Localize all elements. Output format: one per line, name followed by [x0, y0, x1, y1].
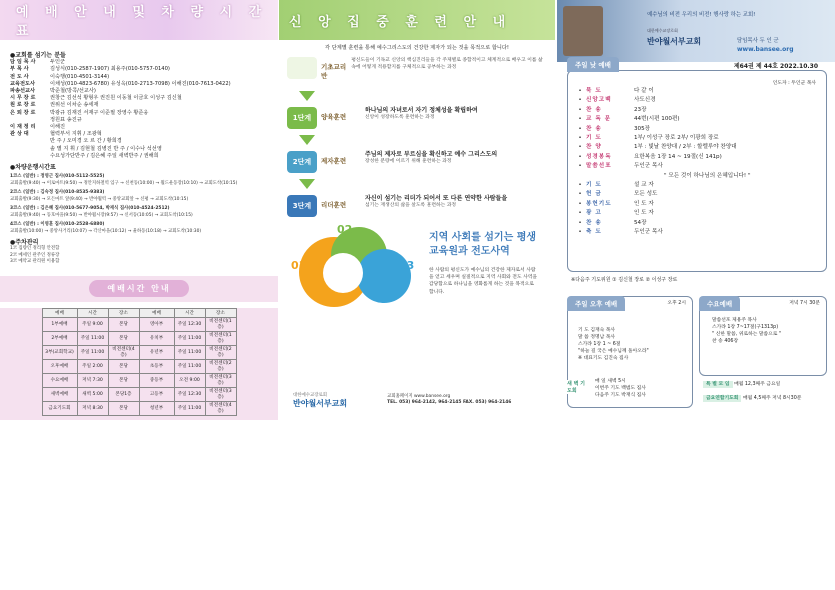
table-header-cell: 시간 [77, 308, 108, 317]
staff-row [10, 131, 268, 138]
panel2-subtitle: 각 단계별 훈련을 통해 예수그리스도의 건강한 제자가 되는 것을 목적으로 합니다! [325, 45, 509, 51]
notice-item: 3코 예약교 관리원 이용함 [10, 259, 60, 265]
friday-line: 매월 4,5째주 저녁 8시30분 [742, 396, 802, 401]
staff-role: 교육전도사 [10, 80, 36, 87]
circle-label-3: 03 [399, 259, 415, 272]
table-cell: 비전센터(4층) [205, 401, 236, 415]
stage-name: 리더훈련 [321, 201, 347, 209]
wednesday-tab: 수요예배 [699, 296, 740, 311]
order-row [574, 162, 820, 171]
order-value: 54장 [634, 219, 647, 226]
table-header-cell: 시간 [174, 308, 205, 317]
bulletin-website: www.bansee.org [737, 46, 794, 53]
order-value: 모든 성도 [634, 191, 658, 198]
order-value: 인 도 자 [634, 210, 654, 217]
order-value: 두인군 목사 [634, 163, 663, 170]
table-row [42, 359, 236, 373]
table-cell: 본당1층 [108, 387, 139, 401]
church-photo [563, 6, 603, 56]
afternoon-time: 오후 2시 [667, 301, 686, 306]
order-bullet: • [578, 200, 582, 207]
table-cell: 비전센터(3층) [205, 373, 236, 387]
sunday-leader: 인도자 : 두인군 목사 [772, 81, 816, 86]
table-cell: 주일 11:00 [174, 359, 205, 373]
route-text: 교회출발(9:40) → 이로마트(9:50) → 정안지하철역 입구 → 신천동(10:00) → 월드운동장(10:10) → 교회도착(10:15) [10, 180, 238, 186]
worship-table-body [42, 317, 236, 415]
order-value: 44번(시편 100편) [634, 116, 680, 123]
text-line: " 신한 말씀, 위로하는 말씀으로 " [712, 332, 782, 337]
order-value: " 모든 것이 하나님의 은혜입니다! " [664, 172, 751, 179]
sunday-tab: 주일 낮 예배 [567, 57, 619, 72]
order-label: 신앙고백 [586, 97, 612, 104]
order-label [586, 172, 634, 181]
staff-row [10, 124, 268, 131]
panel2-title-bar [279, 0, 555, 40]
table-cell: 주일 12:30 [174, 387, 205, 401]
training-stage [287, 195, 547, 217]
order-bullet: • [578, 229, 582, 236]
staff-name: 박광규 김재진 서재구 이준필 장영수 황준웅 [50, 109, 149, 116]
order-label: 광 고 [586, 210, 602, 217]
order-row [574, 219, 820, 228]
staff-row [10, 110, 268, 117]
order-bullet: • [578, 125, 582, 132]
route-title: 4코스 (일반) : 이영훈 집사(010-2528-6880) [10, 222, 105, 228]
bulletin-pastor: 담임목사 두 인 군 [737, 38, 779, 44]
table-cell: 주일 2:00 [77, 359, 108, 373]
text-line: ※ 대표기도 김진숙 집사 [578, 356, 629, 361]
dawn-label: 새 벽 기도회 [567, 380, 589, 394]
stage-badge: 1단계 [287, 107, 317, 129]
table-row [42, 317, 236, 331]
footer-phone: TEL. 053) 964-2142, 964-2145 FAX. 053) 964-2146 [387, 400, 512, 405]
special-line: 매월 12,3째주 금요일 [734, 382, 781, 387]
staff-role: 전 도 사 [10, 73, 29, 80]
table-cell: 저녁 7:30 [77, 373, 108, 387]
notice-list [0, 246, 278, 266]
table-cell: 주일 11:00 [77, 331, 108, 345]
staff-role: 부 목 사 [10, 66, 29, 73]
footer-homepage: 교회홈페이지 www.bansee.org [387, 393, 451, 399]
special-label: 특 별 모 임 [703, 381, 733, 388]
order-bullet: • [578, 88, 582, 94]
staff-role [10, 117, 50, 124]
notice-item: 2코 메세인 관주인 정류장 [10, 252, 60, 258]
staff-role: 파송선교사 [10, 88, 36, 95]
table-cell: 3부(교회학교) [42, 345, 77, 359]
route-text: 교회출발(9:40) → 동호마을(9:50) → 반야월시장(9:57) → 신서동(10:05) → 교회도착(10:15) [10, 212, 193, 218]
vehicle-routes [0, 174, 278, 235]
stage-arrow [299, 179, 315, 189]
order-row [574, 181, 820, 190]
table-cell: 초등부 [139, 359, 174, 373]
table-cell: 영아부 [139, 317, 174, 331]
education-title: 지역 사회를 섬기는 평생교육원과 전도사역 [429, 232, 537, 257]
staff-row [10, 74, 268, 81]
order-bullet: • [578, 116, 582, 123]
stage-lead: 자신이 섬기는 리더가 되어서 또 다른 연약한 사람들을 [365, 195, 508, 202]
route-title: 1코스 (일반) : 정영근 집사(010-5112-5525) [10, 174, 105, 180]
afternoon-tab: 주일 오후 예배 [567, 296, 625, 311]
order-bullet: • [578, 144, 582, 151]
order-row [574, 96, 820, 105]
table-cell: 본당 [108, 331, 139, 345]
table-cell: 중등부 [139, 373, 174, 387]
order-row [574, 125, 820, 134]
wednesday-time: 저녁 7시 30분 [789, 301, 820, 306]
order-label: 기 도 [586, 135, 602, 142]
staff-name: 권창근 김선석 황형우 권진원 이동철 이금호 이성구 김신철 [50, 95, 182, 102]
table-cell: 주일 11:00 [174, 401, 205, 415]
staff-name: 이해진 [50, 124, 66, 131]
staff-name: 두인군 [50, 59, 66, 66]
table-cell: 수요예배 [42, 373, 77, 387]
order-label: 봉헌기도 [586, 200, 612, 207]
table-header-cell: 장소 [205, 308, 236, 317]
text-line: 스가랴 1장 1 ~ 6절 [578, 342, 621, 347]
order-row [574, 106, 820, 115]
stage-lead: 주님의 제자로 부르심을 확신하고 예수 그리스도의 [365, 151, 498, 158]
route-text: 교회출발(10:00) → 중앙사거리(10:07) → 각산마을(10:12) → 율하동(10:18) → 교회도착(10:30) [10, 228, 202, 234]
staff-extra-line: 반 주 / 오미경 오 르 간 / 황희경 [50, 138, 122, 145]
table-header-cell: 장소 [108, 308, 139, 317]
order-bullet: • [578, 182, 582, 189]
education-area [279, 223, 555, 333]
staff-row [10, 117, 268, 124]
table-cell: 본당 [108, 373, 139, 387]
friday-label: 금요연합기도회 [703, 395, 741, 402]
stage-arrow [299, 91, 315, 101]
order-value: 다 같 이 [634, 88, 654, 94]
table-cell: 금요기도회 [42, 401, 77, 415]
table-cell: 1부예배 [42, 317, 77, 331]
route-title: 2코스 (일반) : 김숙정 집사(010-8535-9383) [10, 190, 105, 196]
worship-table-wrap [0, 308, 278, 420]
vehicle-section [0, 164, 278, 171]
order-label: 헌 금 [586, 191, 602, 198]
staff-row [10, 95, 268, 102]
dawn-lines [595, 378, 646, 399]
stage-arrow [299, 135, 315, 145]
staff-name: 이채성(010-4823-6780) 유성옥(010-2713-7098) 이해진(010-7613-0422) [50, 80, 231, 87]
order-bullet: • [578, 97, 582, 104]
panel2-title: 신 앙 집 중 훈 련 안 내 [289, 14, 512, 30]
order-bullet: • [578, 106, 582, 113]
table-cell: 저녁 8:30 [77, 401, 108, 415]
text-line: 말씀선포 제용주 목사 [712, 318, 757, 323]
table-header-cell: 예배 [42, 308, 77, 317]
table-row [42, 401, 236, 415]
table-row [42, 345, 236, 359]
panel1-title-bar [0, 0, 278, 40]
text-line: 찬 송 406장 [712, 339, 739, 344]
worship-band [0, 276, 278, 302]
table-cell: 비전센터(1층) [205, 317, 236, 331]
stage-text: 평신도들이 기독교 신앙의 핵심진리들을 각 주제별로 종합적이고 체계적으로 배우고 이를 삶 속에 어떻게 적용할지를 구체적으로 공부하는 과정 [351, 58, 543, 70]
table-cell: 오후예배 [42, 359, 77, 373]
notice-item: 1코 집량인 정리형 안전함 [10, 246, 60, 252]
training-stage [287, 151, 547, 173]
panel2-footer [279, 380, 555, 420]
text-line: 다음주 기도 박재식 집사 [595, 393, 646, 398]
stage-name: 양육훈련 [321, 113, 347, 121]
order-row [574, 200, 820, 209]
staff-list [10, 59, 268, 138]
order-label: 교 독 문 [586, 116, 612, 123]
footer-church-name: 반야월서부교회 [293, 398, 348, 408]
order-row [574, 172, 820, 181]
bulletin-church-tag: 대한예수교장로회 [647, 28, 678, 33]
stage-text: 장성한 분량에 이르기 위해 훈련하는 과정 [365, 159, 452, 164]
stage-text: 섬기는 재생산의 삶을 살도록 훈련하는 과정 [365, 203, 457, 208]
staff-role: 원 로 장 로 [10, 102, 36, 109]
staff-name: 이숙행(010-4501-3144) [50, 73, 110, 80]
order-row [574, 115, 820, 124]
staff-role: 관 상 대 [10, 131, 29, 138]
route-item [10, 222, 268, 235]
order-label: 기 도 [586, 182, 602, 189]
panel-training [279, 0, 555, 420]
order-row [574, 209, 820, 218]
order-value: 설 교 자 [634, 182, 654, 189]
order-value: 1부 : 빛날 찬양대 / 2부 : 할렐루야 찬양대 [634, 144, 737, 151]
staff-name: 협력부서 지휘 / 조광혁 [50, 131, 102, 138]
order-bullet: • [578, 135, 582, 142]
route-item [10, 174, 268, 187]
training-stage [287, 107, 547, 129]
staff-extra-line: 솔 별 지 휘 / 김현철 김병진 반 주 / 이수나 석선영 [50, 145, 162, 152]
bulletin-motto: 예수님의 비전 우리의 비전! 행사랑 하는 교회! [647, 12, 756, 18]
panel-worship-info [0, 0, 278, 420]
stage-lead: 하나님의 자녀로서 자기 정체성을 확립하여 [365, 107, 478, 114]
table-cell: 비전센터(1층) [205, 331, 236, 345]
worship-table-header [42, 308, 236, 317]
order-value: 23장 [634, 106, 647, 113]
table-cell: 주일 9:00 [77, 317, 108, 331]
text-line: 스가랴 1장 7~17절(구1313p) [712, 325, 779, 330]
bulletin-church-name: 반야월서부교회 [647, 37, 702, 46]
order-bullet [574, 172, 586, 181]
table-cell: 주일 11:00 [174, 331, 205, 345]
stage-name: 제자훈련 [321, 157, 347, 165]
sunday-issue: 제64권 제 44호 2022.10.30 [733, 63, 818, 70]
order-label: 축 도 [586, 229, 602, 236]
table-cell: 본당 [108, 401, 139, 415]
staff-name: 권위선 이차순 송세재 [50, 102, 99, 109]
stage-badge: 2단계 [287, 151, 317, 173]
stage-desc [365, 195, 507, 209]
text-line: "하늘 길 국은 예수님께 돌아오라" [578, 349, 649, 354]
order-label: 성경봉독 [586, 153, 612, 160]
education-desc: 한 사람의 평신도가 예수님의 건강한 제자로서 사람을 얻고 세우며 실질적으로 지역 사회와 전도 사역을 감당함으로 하나님을 영화롭게 하는 것을 목적으로 합니다. [429, 268, 537, 295]
order-bullet: • [578, 163, 582, 170]
stage-desc [365, 151, 497, 165]
route-item [10, 206, 268, 219]
table-row [42, 373, 236, 387]
worship-order [574, 87, 820, 238]
order-label: 찬 양 [586, 144, 602, 151]
staff-role: 은 퇴 장 로 [10, 109, 36, 116]
circle-label-2: 02 [337, 223, 353, 236]
circle-blue [357, 249, 411, 303]
table-cell: 주일 11:00 [174, 345, 205, 359]
staff-role: 담 임 목 사 [10, 59, 36, 66]
table-cell: 주일 12:30 [174, 317, 205, 331]
route-item [10, 190, 268, 203]
worship-band-label: 예배시간 안내 [89, 280, 188, 297]
table-cell: 비전센터(3층) [205, 387, 236, 401]
text-line: 매 일 새벽 5시 [595, 379, 626, 384]
notice-heading: ●주차관리 [10, 239, 39, 247]
order-value: 인 도 자 [634, 200, 654, 207]
order-row [574, 153, 820, 162]
next-prayer: ※다음주 기도위원 ① 김신철 장로 ② 이성구 장로 [571, 277, 678, 283]
order-label: 말씀선포 [586, 163, 612, 170]
order-row [574, 143, 820, 152]
staff-role: 시 무 장 로 [10, 95, 36, 102]
circle-center [323, 253, 363, 293]
table-cell: 고등부 [139, 387, 174, 401]
vehicle-heading: ●차량운행시간표 [10, 164, 56, 172]
footer-church-tag: 대한예수교장로회 [293, 392, 327, 398]
table-cell: 비전센터(4층) [108, 345, 139, 359]
order-bullet: • [578, 210, 582, 217]
staff-row [10, 102, 268, 109]
route-text: 교회출발(9:30) → 모든마트 앞(9:40) → 반야월역 → 중앙교회앞 → 신평 → 교회도착(10:15) [10, 196, 189, 202]
training-stage [287, 57, 547, 85]
table-cell: 비전센터(2층) [205, 359, 236, 373]
staff-row [10, 66, 268, 73]
stage-desc [351, 57, 547, 71]
order-label: 찬 송 [586, 125, 602, 132]
staff-name: 박준철(방콕/선교사) [50, 88, 96, 95]
table-cell: 새벽 5:00 [77, 387, 108, 401]
staff-row [10, 81, 268, 88]
staff-heading: ●교회를 섬기는 분들 [10, 52, 66, 59]
text-line: 기 도 김재숙 목사 [578, 328, 616, 333]
table-cell: 주일 11:00 [77, 345, 108, 359]
panel1-title: 예 배 안 내 및 차 량 시 간 표 [16, 5, 268, 39]
stage-name: 기초교리반 [321, 63, 347, 80]
order-bullet: • [578, 219, 582, 226]
table-cell: 오전 9:00 [174, 373, 205, 387]
table-cell: 청년부 [139, 401, 174, 415]
table-cell: 새벽예배 [42, 387, 77, 401]
table-cell: 유년부 [139, 345, 174, 359]
staff-name: 정원표 송진규 [50, 116, 82, 123]
stage-badge [287, 57, 317, 79]
order-row [574, 134, 820, 143]
stage-text: 신앙이 성장하도록 훈련하는 과정 [365, 115, 435, 120]
sunday-worship-box [567, 61, 827, 272]
table-cell: 본당 [108, 317, 139, 331]
staff-name: 김성식(010-2587-1907) 최용주(010-5757-0140) [50, 66, 170, 73]
order-value: 사도신경 [634, 97, 656, 104]
order-value: 305장 [634, 125, 651, 132]
staff-extra [10, 138, 268, 160]
panel-bulletin [557, 0, 835, 420]
order-label: 찬 송 [586, 219, 602, 226]
worship-table [42, 308, 237, 416]
wednesday-lines [712, 317, 781, 345]
order-row [574, 228, 820, 237]
training-stages [279, 57, 555, 217]
friday-prayer [703, 394, 801, 401]
order-row [574, 190, 820, 199]
table-row [42, 387, 236, 401]
route-title: 3코스 (일반) : 김은혜 집사(010-5677-9054, 박재식 집사(010-4524-2512) [10, 206, 170, 212]
circle-label-1: 01 [291, 259, 307, 272]
text-line: 말 씀 정명남 목사 [578, 335, 616, 340]
table-cell: 본당 [108, 359, 139, 373]
text-line: 이번주 기도 백범도 집사 [595, 386, 646, 391]
staff-role: 이 재 정 리 [10, 124, 36, 131]
order-bullet: • [578, 191, 582, 198]
order-value: 1부/ 이성구 장로 2부/ 이광희 장로 [634, 135, 719, 142]
order-label: 찬 송 [586, 106, 602, 113]
wednesday-box [699, 296, 827, 376]
special-meeting [703, 380, 780, 387]
table-cell: 유치부 [139, 331, 174, 345]
order-label: 묵 도 [586, 88, 602, 94]
stage-badge: 3단계 [287, 195, 317, 217]
stage-desc [365, 107, 478, 121]
afternoon-lines [578, 327, 649, 362]
table-row [42, 331, 236, 345]
table-cell: 비전센터(2층) [205, 345, 236, 359]
bulletin-header [557, 0, 835, 62]
order-value: 두인군 목사 [634, 229, 663, 236]
staff-extra-line: 수요성가단반주 / 김은혜 주일 새벽반주 / 권해희 [50, 152, 159, 159]
order-bullet: • [578, 153, 582, 160]
order-value: 요한복음 1장 14 ~ 19절(신 141p) [634, 153, 722, 160]
table-cell: 2부예배 [42, 331, 77, 345]
staff-section [0, 52, 278, 160]
footer-address [387, 394, 511, 407]
table-header-cell: 예배 [139, 308, 174, 317]
order-row [574, 87, 820, 96]
